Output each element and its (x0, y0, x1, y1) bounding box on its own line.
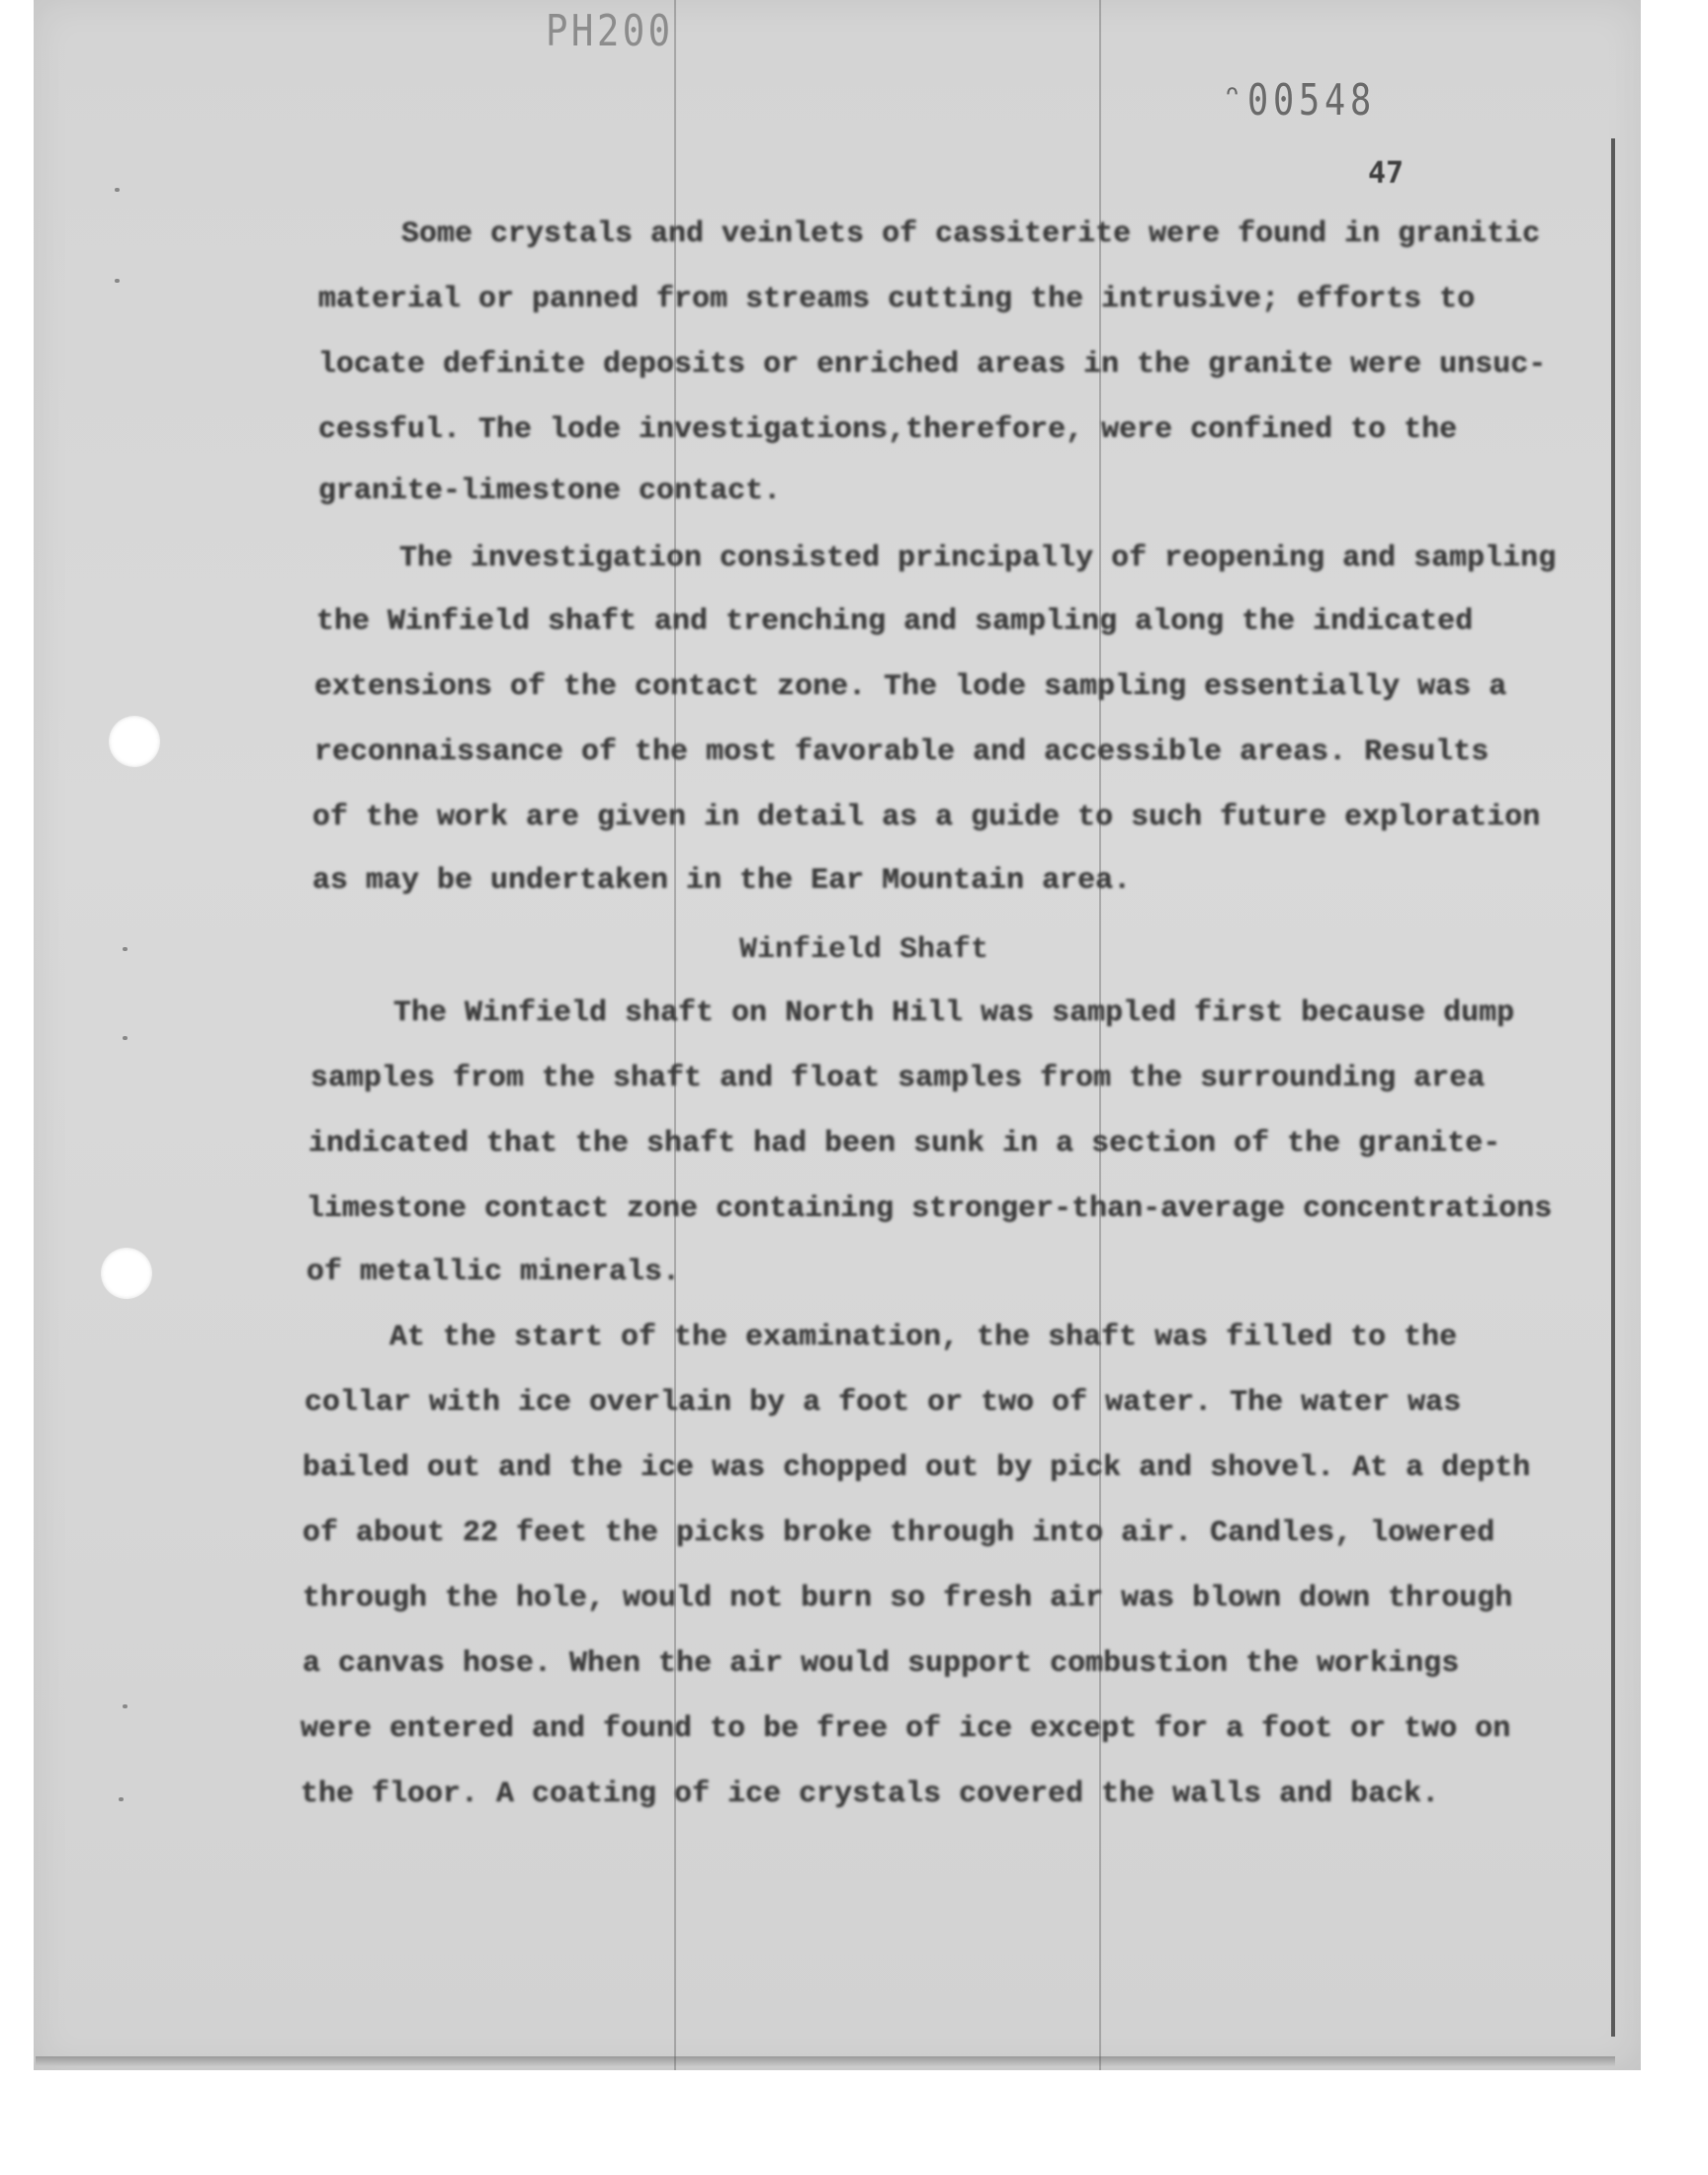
speck (123, 1704, 128, 1708)
speck (115, 279, 120, 283)
text-line: Some crystals and veinlets of cassiterite were found in granitic (401, 218, 1541, 251)
text-line: extensions of the contact zone. The lode sampling essentially was a (314, 670, 1507, 704)
text-line: The investigation consisted principally of reopening and sampling (399, 542, 1557, 575)
speck (115, 188, 120, 192)
archive-stamp: PH200 (546, 6, 674, 56)
text-line: the Winfield shaft and trenching and sampling along the indicated (316, 605, 1474, 639)
text-line: cessful. The lode investigations,therefore, were confined to the (318, 413, 1458, 447)
text-line: The Winfield shaft on North Hill was sampled first because dump (393, 997, 1515, 1030)
text-line: indicated that the shaft had been sunk in a section of the granite- (308, 1127, 1501, 1161)
text-line: material or panned from streams cutting the intrusive; efforts to (318, 283, 1476, 316)
text-line: were entered and found to be free of ice except for a foot or two on (300, 1712, 1511, 1746)
text-line: bailed out and the ice was chopped out by pick and shovel. At a depth (302, 1451, 1531, 1485)
text-line: of metallic minerals. (306, 1256, 681, 1289)
text-line: limestone contact zone containing stronger-than-average concentrations (306, 1192, 1553, 1226)
document-number: ᵔ00548 (1222, 75, 1376, 126)
text-line: locate definite deposits or enriched areas in the granite were unsuc- (318, 348, 1547, 382)
text-line: of the work are given in detail as a guide to such future exploration (312, 801, 1541, 834)
text-line: granite-limestone contact. (318, 475, 782, 508)
sheet-edge-bottom (36, 2056, 1615, 2066)
speck (123, 947, 128, 951)
text-line: a canvas hose. When the air would support combustion the workings (302, 1647, 1460, 1681)
text-line: of about 22 feet the picks broke through into air. Candles, lowered (302, 1517, 1495, 1550)
text-line: through the hole, would not burn so fresh air was blown down through (302, 1582, 1513, 1615)
sheet-edge-right (1611, 138, 1615, 2037)
page-number: 47 (1368, 156, 1405, 191)
punch-hole (109, 716, 160, 767)
text-line: as may be undertaken in the Ear Mountain area. (312, 864, 1132, 898)
text-line: collar with ice overlain by a foot or two of water. The water was (304, 1386, 1462, 1420)
speck (119, 1797, 124, 1801)
punch-hole (101, 1248, 152, 1299)
text-line: samples from the shaft and float samples from the surrounding area (310, 1062, 1486, 1095)
speck (123, 1036, 128, 1040)
text-line: the floor. A coating of ice crystals covered the walls and back. (300, 1778, 1440, 1811)
text-line: reconnaissance of the most favorable and accessible areas. Results (314, 736, 1490, 769)
text-line: At the start of the examination, the shaft was filled to the (389, 1321, 1458, 1354)
section-heading: Winfield Shaft (739, 933, 989, 967)
